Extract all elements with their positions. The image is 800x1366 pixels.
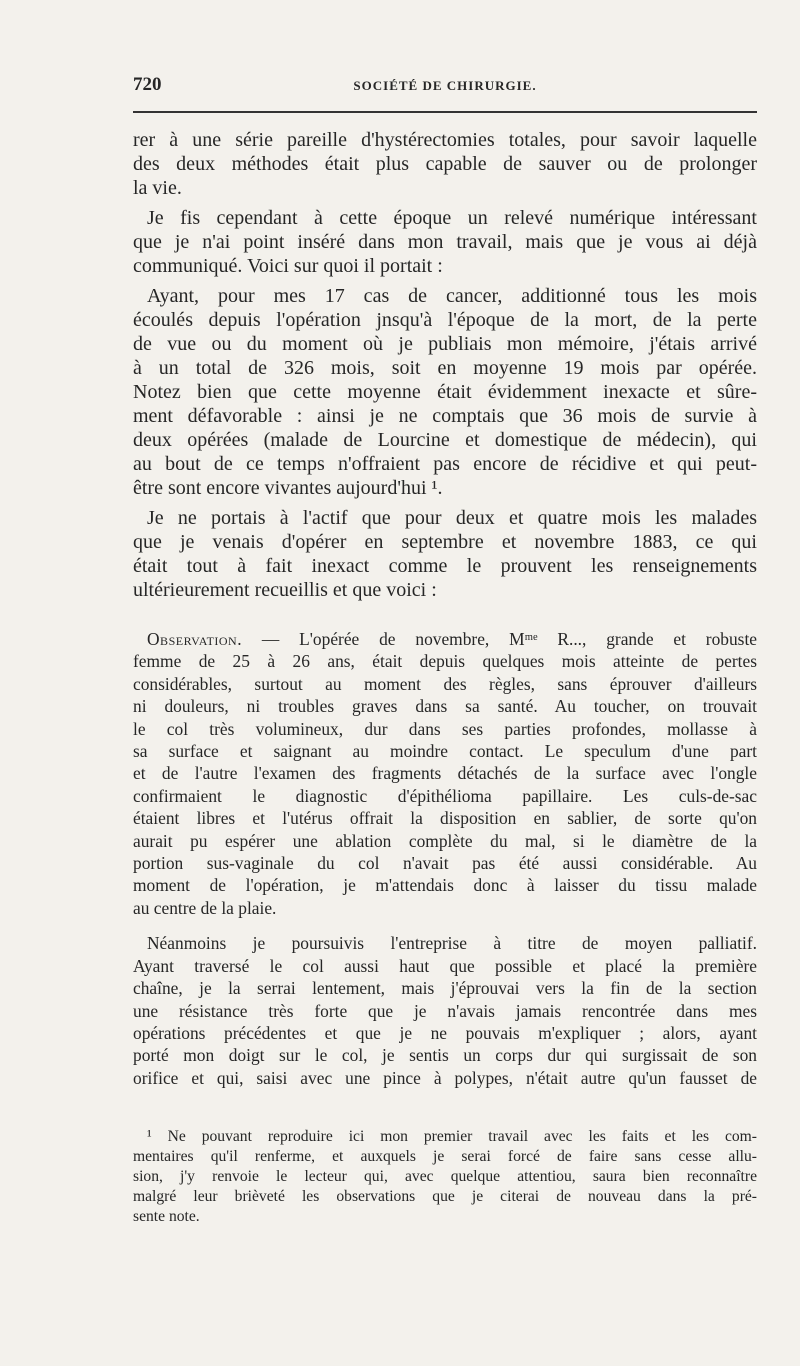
- text-line: une résistance très forte que je n'avais jamais rencontrée dans mes: [133, 1000, 757, 1021]
- text-line: que je n'ai point inséré dans mon travail, mais que je vous ai déjà: [133, 231, 757, 253]
- text-line: Je ne portais à l'actif que pour deux et quatre mois les malades: [147, 507, 757, 529]
- text-line: mentaires qu'il renferme, et auxquels je serai forcé de faire sans cesse allu-: [133, 1148, 757, 1165]
- text-line: sente note.: [133, 1208, 200, 1225]
- text-line: aurait pu espérer une ablation complète du mal, si le diamètre de la: [133, 830, 757, 851]
- text-line: Je fis cependant à cette époque un relevé numérique intéressant: [147, 207, 757, 229]
- text-line: deux opérées (malade de Lourcine et domestique de médecin), qui: [133, 429, 757, 451]
- text-line: Ayant traversé le col aussi haut que possible et placé la première: [133, 955, 757, 976]
- text-line: que je venais d'opérer en septembre et novembre 1883, ce qui: [133, 531, 757, 553]
- page-header: [133, 74, 757, 100]
- text-line: Notez bien que cette moyenne était évidemment inexacte et sûre-: [133, 381, 757, 403]
- text-line: ¹ Ne pouvant reproduire ici mon premier travail avec les faits et les com-: [147, 1128, 757, 1145]
- text-line: rer à une série pareille d'hystérectomies totales, pour savoir laquelle: [133, 129, 757, 151]
- text-line: à un total de 326 mois, soit en moyenne 19 mois par opérée.: [133, 357, 757, 379]
- text-line: était tout à fait inexact comme le prouvent les renseignements: [133, 555, 757, 577]
- text-line: des deux méthodes était plus capable de sauver ou de prolonger: [133, 153, 757, 175]
- paragraph: [133, 932, 757, 1089]
- page-number: 720: [133, 74, 162, 95]
- text-line: sa surface et saignant au moindre contact. Le speculum d'une part: [133, 741, 757, 762]
- text-line: considérables, surtout au moment des règles, sans éprouver d'ailleurs: [133, 673, 757, 694]
- text-line: écoulés depuis l'opération jnsqu'à l'époque de la mort, de la perte: [133, 309, 757, 331]
- footnote: [133, 1127, 757, 1227]
- text-line: la vie.: [133, 177, 182, 199]
- text-line: au bout de ce temps n'offraient pas encore de récidive et qui peut-: [133, 453, 757, 475]
- text-line: ultérieurement recueillis et que voici :: [133, 579, 437, 601]
- paragraph: [133, 628, 757, 919]
- footnote-paragraph: [133, 1127, 757, 1227]
- paragraph: [133, 128, 757, 200]
- observation-section: [133, 628, 757, 1089]
- text-line: au centre de la plaie.: [133, 897, 277, 918]
- text-line: étaient libres et l'utérus offrait la disposition en sablier, de sorte qu'on: [133, 808, 757, 829]
- text-line: femme de 25 à 26 ans, était depuis quelques mois atteinte de pertes: [133, 651, 757, 672]
- text-line: ni douleurs, ni troubles graves dans sa santé. Au toucher, on trouvait: [133, 696, 757, 717]
- text-line: sion, j'y renvoie le lecteur qui, avec quelque attentiou, saura bien reconnaître: [133, 1168, 757, 1185]
- text-line: confirmaient le diagnostic d'épithélioma papillaire. Les culs-de-sac: [133, 785, 757, 806]
- text-line: Néanmoins je poursuivis l'entreprise à titre de moyen palliatif.: [147, 933, 757, 954]
- text-line: orifice et qui, saisi avec une pince à polypes, n'était autre qu'un fausset de: [133, 1067, 757, 1088]
- header-rule: [133, 111, 757, 113]
- text-line: chaîne, je la serrai lentement, mais j'éprouvai vers la fin de la section: [133, 978, 757, 999]
- paragraph: [133, 284, 757, 500]
- text-line: malgré leur brièveté les observations que je citerai de nouveau dans la pré-: [133, 1188, 757, 1205]
- text-line: porté mon doigt sur le col, je sentis un corps dur qui surgissait de son: [133, 1045, 757, 1066]
- paragraph: [133, 506, 757, 602]
- text-line: de vue ou du moment où je publiais mon mémoire, j'étais arrivé: [133, 333, 757, 355]
- text-line: moment de l'opération, je m'attendais donc à laisser du tissu malade: [133, 875, 757, 896]
- text-line: Ayant, pour mes 17 cas de cancer, additionné tous les mois: [147, 285, 757, 307]
- text-line: communiqué. Voici sur quoi il portait :: [133, 255, 443, 277]
- text-line: le col très volumineux, dur dans ses parties profondes, mollasse à: [133, 718, 757, 739]
- observation-first-line: [133, 628, 757, 650]
- text-line: opérations précédentes et que je ne pouvais m'expliquer ; alors, ayant: [133, 1022, 757, 1043]
- text-line: être sont encore vivantes aujourd'hui ¹.: [133, 477, 443, 499]
- text-line: portion sus-vaginale du col n'avait pas été aussi considérable. Au: [133, 853, 757, 874]
- running-title: SOCIÉTÉ DE CHIRURGIE.: [353, 78, 537, 93]
- text-line: et de l'autre l'examen des fragments détachés de la surface avec l'ongle: [133, 763, 757, 784]
- paragraph: [133, 206, 757, 278]
- observation-label: Observation.: [147, 629, 243, 649]
- observation-first-line-text: — L'opérée de novembre, Mᵐᵉ R..., grande et robuste: [242, 629, 757, 649]
- text-line: ment défavorable : ainsi je ne comptais que 36 mois de survie à: [133, 405, 757, 427]
- main-text: [133, 128, 757, 602]
